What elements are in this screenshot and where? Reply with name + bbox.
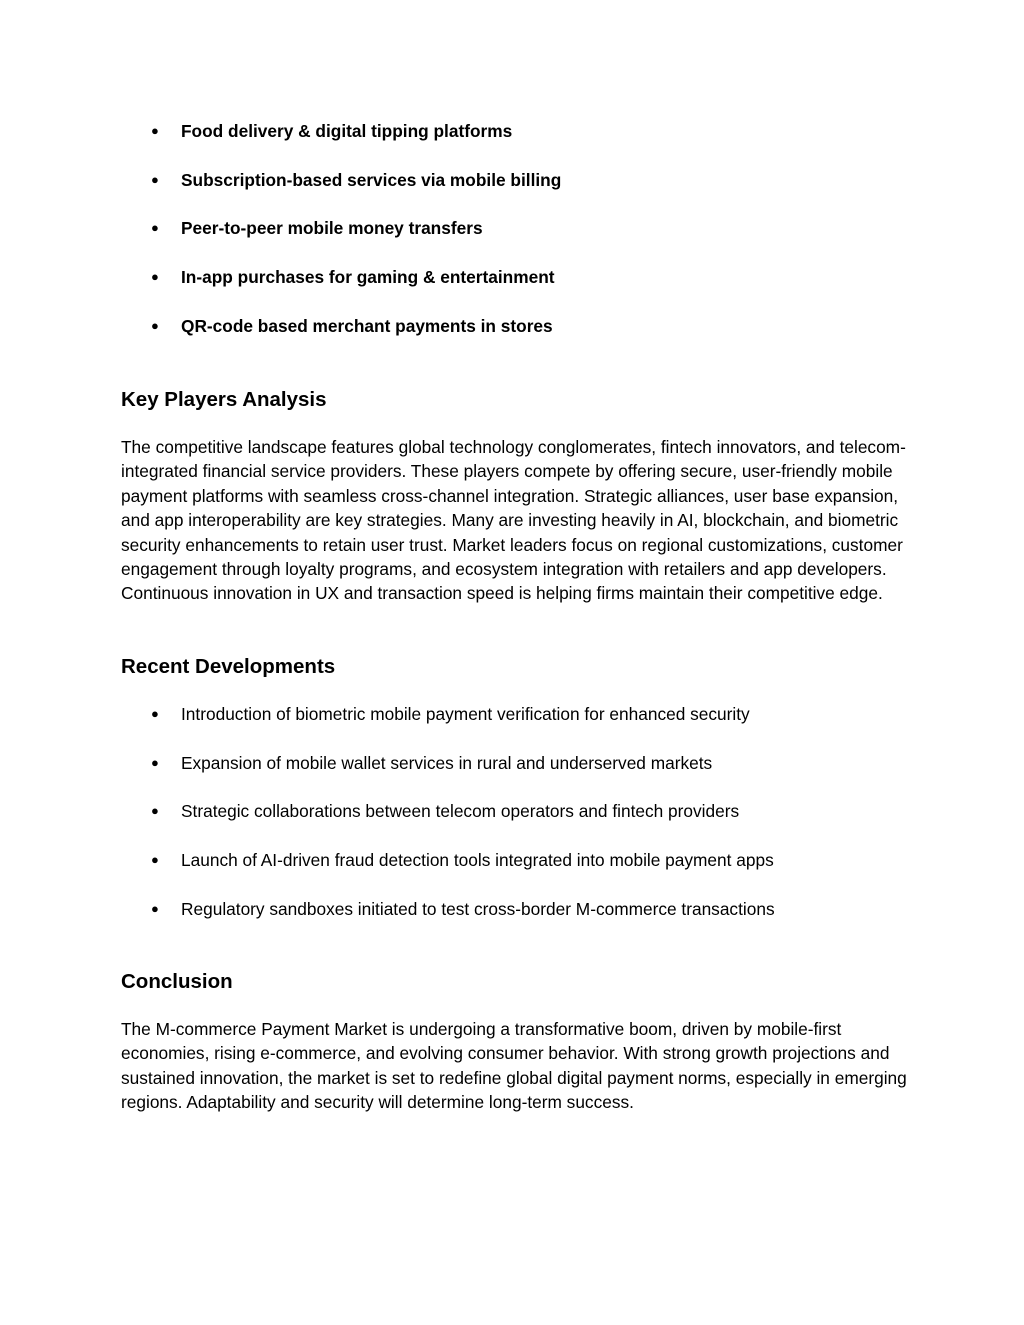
list-item (0, 848, 1024, 872)
conclusion-heading: Conclusion (121, 970, 233, 993)
list-item (0, 119, 1024, 143)
list-item (0, 751, 1024, 775)
bullet-icon: ● (151, 803, 159, 818)
bullet-icon: ● (151, 706, 159, 721)
conclusion-paragraph: The M-commerce Payment Market is undergoing a transformative boom, driven by mobile-first economies, rising e-commerce, and evolving consumer behavior. With strong growth projections and sustained innovation, the market is set to redefine global digital payment norms, especially in emerging regions. Adaptability and security will determine long-term success. (121, 1019, 907, 1113)
list-item (0, 897, 1024, 921)
recent-developments-heading: Recent Developments (121, 655, 336, 678)
list-item (0, 216, 1024, 240)
list-item-text: QR-code based merchant payments in stores (181, 316, 553, 336)
list-item-text: Introduction of biometric mobile payment verification for enhanced security (181, 704, 750, 724)
list-item (0, 314, 1024, 338)
list-item (0, 799, 1024, 823)
list-item (0, 265, 1024, 289)
bullet-icon: ● (151, 318, 159, 333)
bullet-icon: ● (151, 269, 159, 284)
list-item-text: Food delivery & digital tipping platforms (181, 121, 513, 141)
bullet-icon: ● (151, 172, 159, 187)
list-item-text: Launch of AI-driven fraud detection tools integrated into mobile payment apps (181, 850, 774, 870)
bullet-icon: ● (151, 220, 159, 235)
key-players-paragraph: The competitive landscape features global technology conglomerates, fintech innovators, and telecom-integrated financial service providers. These players compete by offering secure, user-friendly mobile payment platforms with seamless cross-channel integration. Strategic alliances, user base expansion, and app interoperability are key strategies. Many are investing heavily in AI, blockchain, and biometric security enhancements to retain user trust. Market leaders focus on regional customizations, customer engagement through loyalty programs, and ecosystem integration with retailers and app developers. Continuous innovation in UX and transaction speed is helping firms maintain their competitive edge. (121, 437, 906, 604)
list-item-text: Strategic collaborations between telecom operators and fintech providers (181, 801, 740, 821)
bullet-icon: ● (151, 755, 159, 770)
bullet-icon: ● (151, 123, 159, 138)
list-item-text: Expansion of mobile wallet services in rural and underserved markets (181, 753, 713, 773)
list-item-text: Peer-to-peer mobile money transfers (181, 218, 483, 238)
list-item (0, 168, 1024, 192)
list-item-text: Subscription-based services via mobile billing (181, 170, 562, 190)
list-item-text: Regulatory sandboxes initiated to test cross-border M-commerce transactions (181, 899, 775, 919)
list-item (0, 702, 1024, 726)
list-item-text: In-app purchases for gaming & entertainment (181, 267, 555, 287)
bullet-icon: ● (151, 852, 159, 867)
bullet-icon: ● (151, 901, 159, 916)
key-players-heading: Key Players Analysis (121, 388, 327, 411)
